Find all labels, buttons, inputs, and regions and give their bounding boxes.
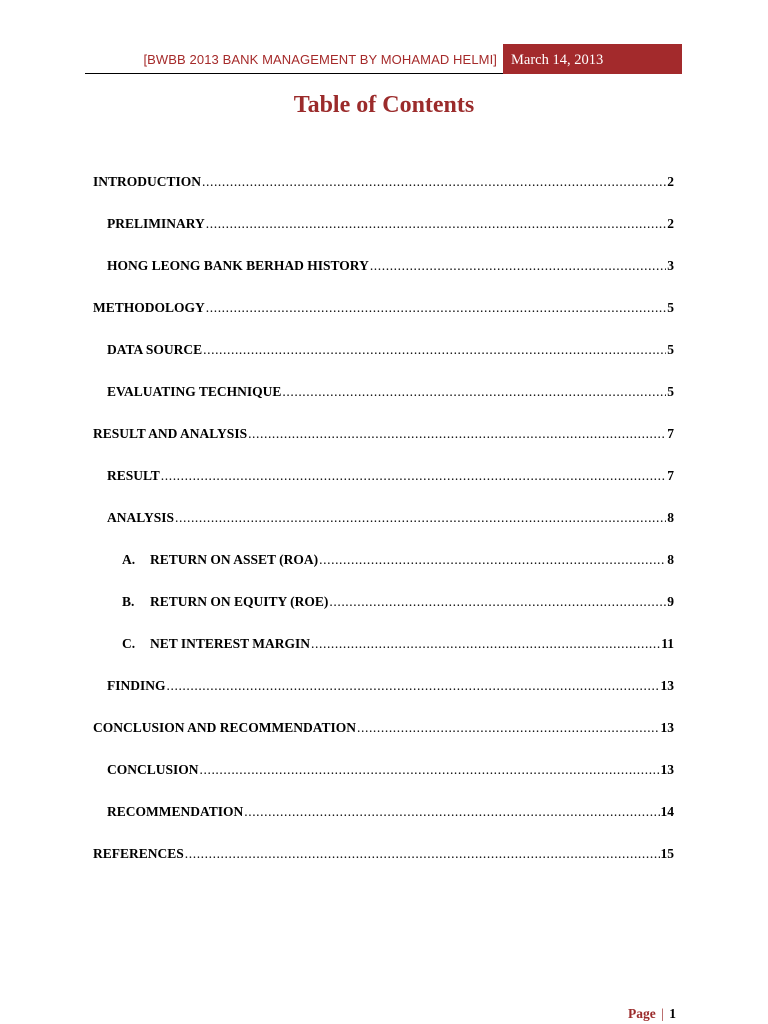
toc-leader-dots: [200, 761, 660, 779]
toc-entry-label: INTRODUCTION: [93, 174, 202, 189]
toc-entry-text: RETURN ON EQUITY (ROE): [150, 594, 329, 609]
header-title: [BWBB 2013 BANK MANAGEMENT BY MOHAMAD HELMI]: [85, 44, 503, 74]
toc-entry-label: REFERENCES: [93, 846, 184, 861]
toc-entry-recommendation[interactable]: [107, 803, 674, 821]
toc-entry-label: HONG LEONG BANK BERHAD HISTORY: [107, 258, 369, 273]
toc-entry-label: ANALYSIS: [107, 510, 175, 525]
toc-leader-dots: [175, 509, 666, 527]
page-footer: [628, 1006, 676, 1022]
toc-entry-history[interactable]: [107, 257, 674, 275]
toc-entry-finding[interactable]: [107, 677, 674, 695]
toc-entry-data-source[interactable]: [107, 341, 674, 359]
toc-page-number: 8: [667, 510, 674, 525]
toc-entry-text: NET INTEREST MARGIN: [150, 636, 311, 651]
toc-page-number: 7: [667, 468, 674, 483]
footer-page-label: Page: [628, 1006, 656, 1021]
toc-entry-letter: B.: [122, 594, 135, 609]
toc-entry-label: CONCLUSION: [107, 762, 199, 777]
header-date: March 14, 2013: [503, 44, 682, 74]
toc-page-number: 11: [661, 636, 674, 651]
toc-entry-net-interest-margin[interactable]: [122, 635, 674, 653]
toc-entry-label: [122, 593, 328, 611]
toc-page-number: 8: [667, 552, 674, 567]
toc-entry-label: RESULT: [107, 468, 160, 483]
toc-entry-analysis[interactable]: [107, 509, 674, 527]
toc-page-number: 13: [660, 762, 674, 777]
toc-entry-references[interactable]: [93, 845, 674, 863]
toc-page-number: 7: [667, 426, 674, 441]
toc-entry-letter: C.: [122, 636, 136, 651]
toc-entry-methodology[interactable]: [93, 299, 674, 317]
toc-entry-introduction[interactable]: [93, 173, 674, 191]
footer-page-number: 1: [669, 1006, 676, 1021]
toc-page-number: 13: [660, 678, 674, 693]
toc-entry-label: FINDING: [107, 678, 166, 693]
toc-entry-label: [122, 635, 310, 653]
toc-leader-dots: [319, 551, 666, 569]
toc-page-number: 2: [667, 174, 674, 189]
toc-page-number: 5: [667, 300, 674, 315]
toc-page-number: 14: [660, 804, 674, 819]
toc-entry-label: CONCLUSION AND RECOMMENDATION: [93, 720, 357, 735]
toc-page-number: 5: [667, 342, 674, 357]
toc-entry-evaluating-technique[interactable]: [107, 383, 674, 401]
toc-leader-dots: [206, 299, 666, 317]
toc-entry-label: DATA SOURCE: [107, 342, 203, 357]
toc-entry-roa[interactable]: [122, 551, 674, 569]
toc-entry-label: EVALUATING TECHNIQUE: [107, 384, 282, 399]
toc-entry-label: [122, 551, 318, 569]
toc-entry-conclusion[interactable]: [107, 761, 674, 779]
toc-page-number: 5: [667, 384, 674, 399]
toc-entry-label: RESULT AND ANALYSIS: [93, 426, 248, 441]
toc-entry-preliminary[interactable]: [107, 215, 674, 233]
toc-leader-dots: [206, 215, 666, 233]
toc-entry-label: PRELIMINARY: [107, 216, 205, 231]
toc-entry-letter: A.: [122, 552, 136, 567]
footer-separator: |: [661, 1006, 664, 1021]
toc-leader-dots: [185, 845, 660, 863]
toc-leader-dots: [329, 593, 666, 611]
toc-page-number: 15: [660, 846, 674, 861]
toc-leader-dots: [203, 341, 666, 359]
toc-leader-dots: [167, 677, 660, 695]
toc-leader-dots: [311, 635, 660, 653]
toc-page-number: 2: [667, 216, 674, 231]
toc-entry-label: METHODOLOGY: [93, 300, 205, 315]
toc-leader-dots: [282, 383, 666, 401]
toc-page-number: 9: [667, 594, 674, 609]
toc-entry-result[interactable]: [107, 467, 674, 485]
toc-leader-dots: [370, 257, 666, 275]
toc-entry-conclusion-and-recommendation[interactable]: [93, 719, 674, 737]
toc-leader-dots: [248, 425, 666, 443]
toc-entry-label: RECOMMENDATION: [107, 804, 244, 819]
toc-page-number: 13: [660, 720, 674, 735]
toc-heading: Table of Contents: [293, 92, 475, 118]
toc-leader-dots: [244, 803, 659, 821]
toc-leader-dots: [202, 173, 666, 191]
toc-entry-text: RETURN ON ASSET (ROA): [150, 552, 319, 567]
toc-leader-dots: [357, 719, 659, 737]
toc-entry-roe[interactable]: [122, 593, 674, 611]
toc-page-number: 3: [667, 258, 674, 273]
toc-leader-dots: [161, 467, 666, 485]
toc-entry-result-and-analysis[interactable]: [93, 425, 674, 443]
